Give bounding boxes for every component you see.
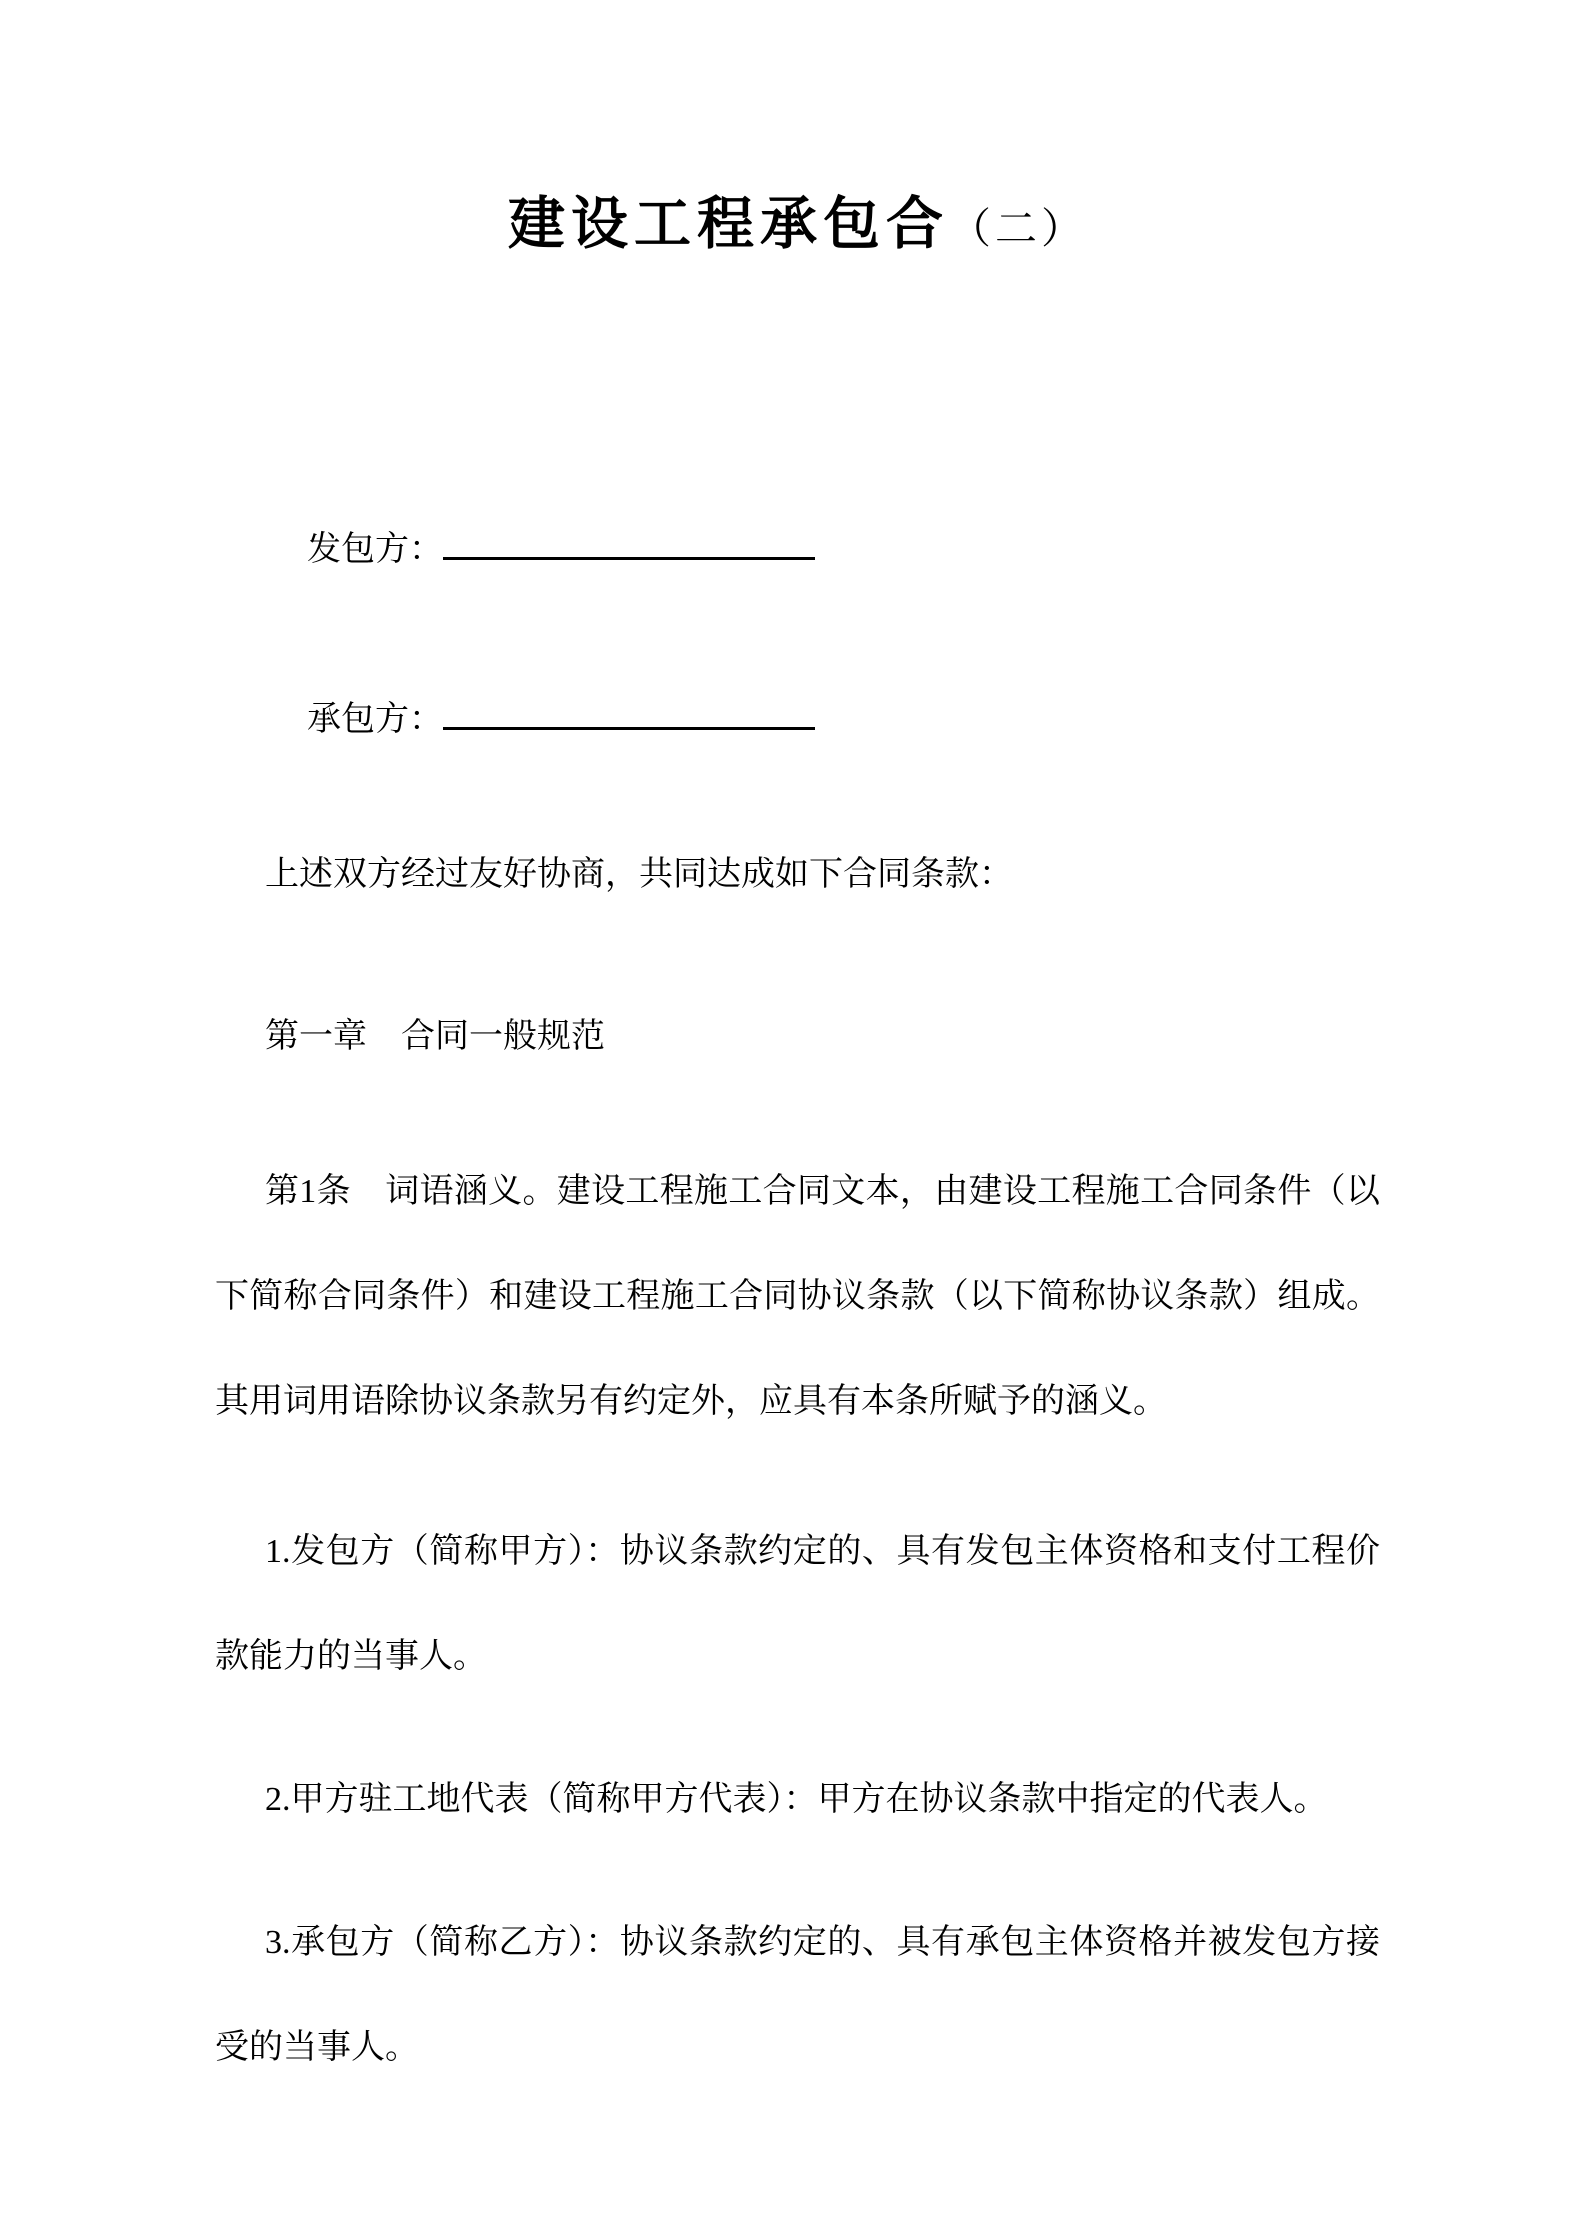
title-suffix-text: （二） (948, 207, 1087, 253)
clause-paragraph-definitions: 第1条 词语涵义。建设工程施工合同文本，由建设工程施工合同条件（以下简称合同条件）和建设工程施工合同协议条款（以下简称协议条款）组成。其用词用语除协议条款另有约定外，应具有本条所赋予的涵义。 (215, 1173, 1380, 1420)
chapter-heading: 第一章 合同一般规范 (265, 1018, 605, 1055)
issuing-party-label: 发包方： (307, 531, 443, 568)
contracting-party-fill-in-blank (443, 723, 815, 730)
clause-paragraph-item-2: 2.甲方驻工地代表（简称甲方代表）：甲方在协议条款中指定的代表人。 (265, 1781, 1328, 1818)
intro-paragraph: 上述双方经过友好协商，共同达成如下合同条款： (265, 856, 1013, 893)
issuing-party-fill-in-blank (443, 553, 815, 560)
field-issuing-party (215, 497, 1380, 602)
clause-paragraph-item-1: 1.发包方（简称甲方）：协议条款约定的、具有发包主体资格和支付工程价款能力的当事人。 (215, 1533, 1380, 1675)
clause-paragraph-item-3: 3.承包方（简称乙方）：协议条款约定的、具有承包主体资格并被发包方接受的当事人。 (215, 1924, 1380, 2066)
title-main-text: 建设工程承包合 (507, 193, 949, 256)
contracting-party-label: 承包方： (307, 701, 443, 738)
field-contracting-party (215, 667, 1380, 772)
document-title (215, 180, 1380, 277)
